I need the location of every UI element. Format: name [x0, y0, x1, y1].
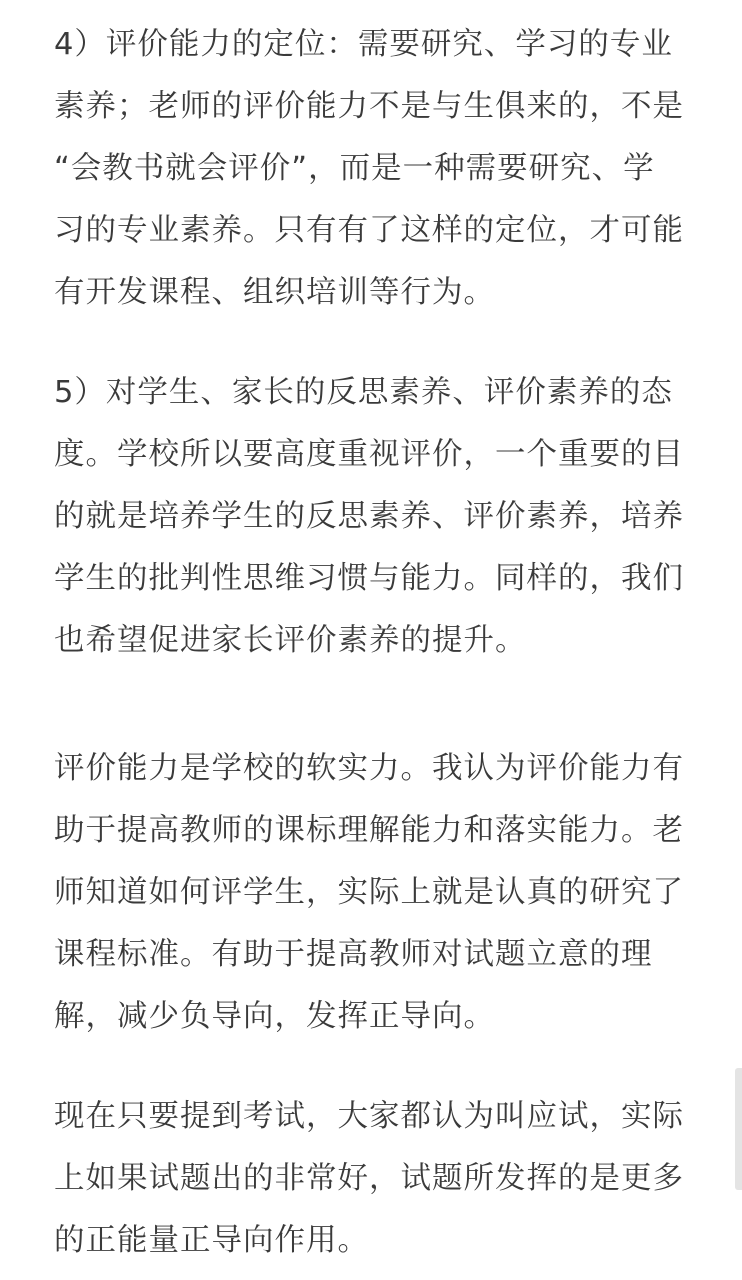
text-line: 现在只要提到考试，大家都认为叫应试，实际 — [54, 1099, 684, 1134]
text-line: “会教书就会评价”，而是一种需要研究、学 — [54, 151, 655, 186]
text-line: 解，减少负导向，发挥正导向。 — [54, 999, 495, 1034]
text-line: 课程标准。有助于提高教师对试题立意的理 — [54, 937, 653, 972]
text-line: 评价能力是学校的软实力。我认为评价能力有 — [54, 751, 684, 786]
text-line: 上如果试题出的非常好，试题所发挥的是更多 — [54, 1161, 684, 1196]
text-line: 学生的批判性思维习惯与能力。同样的，我们 — [54, 561, 684, 596]
text-line: 的正能量正导向作用。 — [54, 1223, 369, 1258]
text-line: 师知道如何评学生，实际上就是认真的研究了 — [54, 875, 684, 910]
text-line: 度。学校所以要高度重视评价，一个重要的目 — [54, 437, 684, 472]
text-line: 有开发课程、组织培训等行为。 — [54, 275, 495, 310]
text-line: 5）对学生、家长的反思素养、评价素养的态 — [54, 375, 673, 410]
text-line: 4）评价能力的定位：需要研究、学习的专业 — [54, 27, 673, 62]
text-line: 素养；老师的评价能力不是与生俱来的，不是 — [54, 89, 684, 124]
text-line: 也希望促进家长评价素养的提升。 — [54, 623, 527, 658]
scroll-indicator[interactable] — [735, 1068, 742, 1190]
text-line: 的就是培养学生的反思素养、评价素养，培养 — [54, 499, 684, 534]
text-line: 习的专业素养。只有有了这样的定位，才可能 — [54, 213, 684, 248]
text-line: 助于提高教师的课标理解能力和落实能力。老 — [54, 813, 684, 848]
